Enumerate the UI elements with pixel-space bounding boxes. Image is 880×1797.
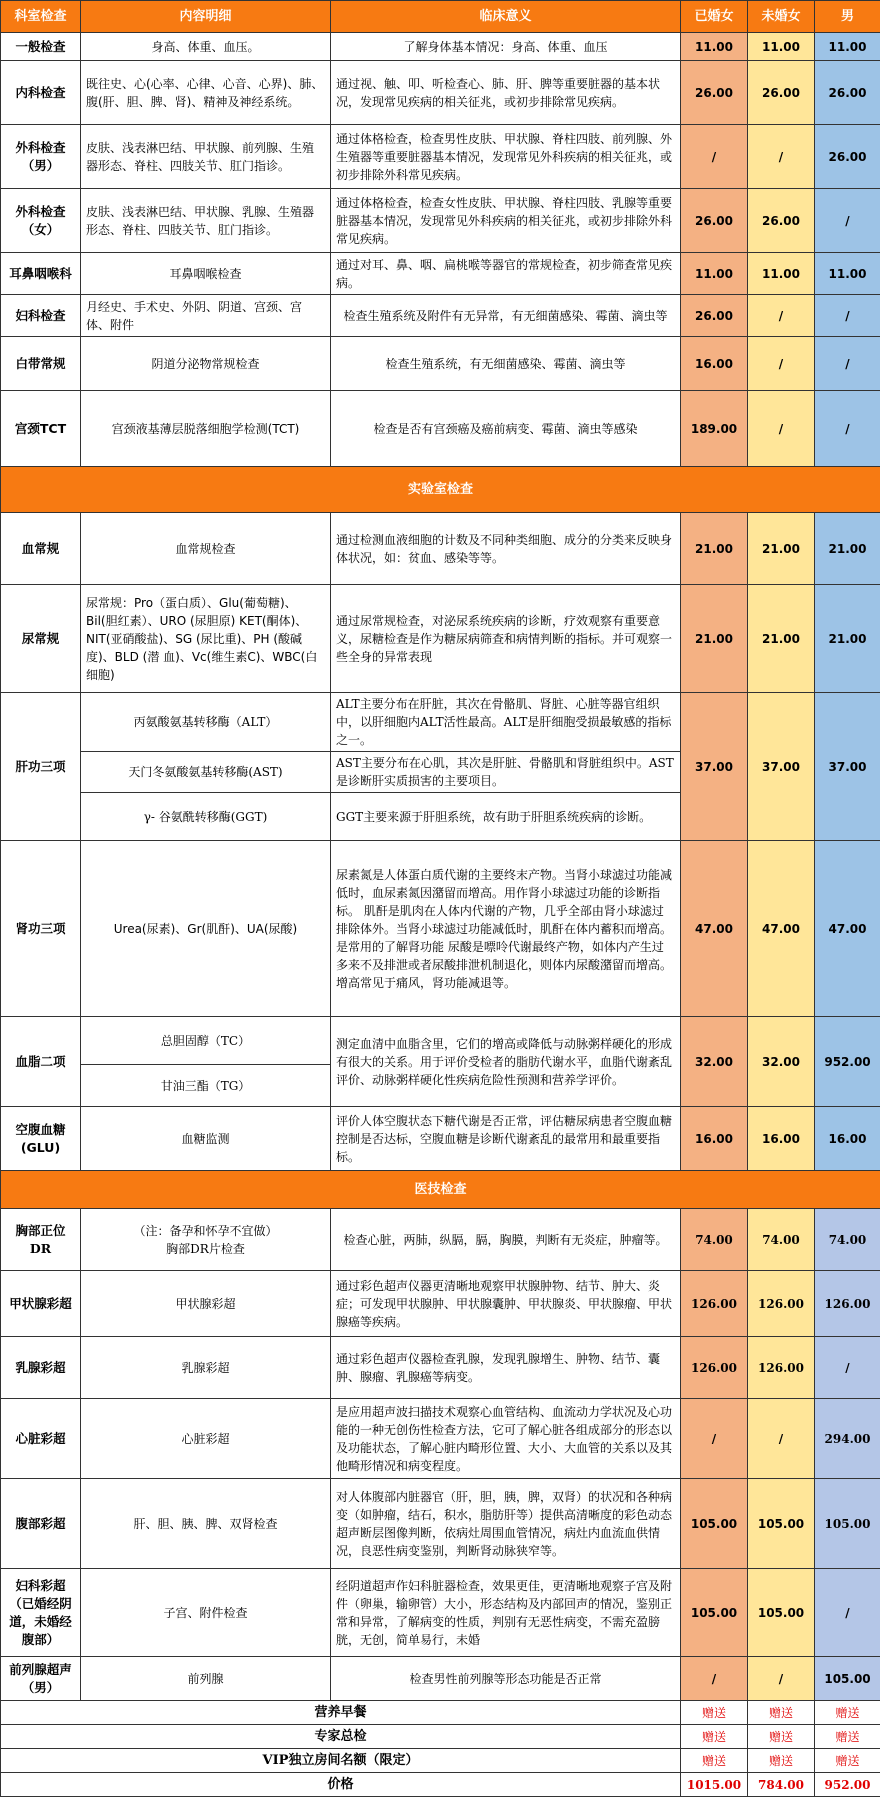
price-male: 294.00 [815,1399,880,1479]
table-row [1,1017,880,1065]
table-row [1,253,880,295]
gift-married: 赠送 [681,1725,748,1749]
content-cell: 丙氨酸氨基转移酶（ALT） [81,693,331,752]
content-cell: 月经史、手术史、外阴、阴道、宫颈、宫体、附件 [81,295,331,337]
price-unmarried: 105.00 [748,1479,815,1569]
content-cell: 皮肤、浅表淋巴结、甲状腺、前列腺、生殖器形态、脊柱、四肢关节、肛门指诊。 [81,125,331,189]
header-content: 内容明细 [81,1,331,33]
meaning-cell: 检查生殖系统，有无细菌感染、霉菌、滴虫等 [331,337,681,391]
price-married: / [681,1399,748,1479]
price-unmarried: / [748,391,815,467]
price-married: 16.00 [681,1107,748,1171]
price-unmarried: 74.00 [748,1209,815,1271]
table-row [1,61,880,125]
price-married: 26.00 [681,295,748,337]
price-unmarried: 21.00 [748,513,815,585]
gift-unmarried: 赠送 [748,1725,815,1749]
price-unmarried: / [748,125,815,189]
meaning-cell: 通过对耳、鼻、咽、扁桃喉等器官的常规检查，初步筛查常见疾病。 [331,253,681,295]
table-row [1,189,880,253]
section-title-lab: 实验室检查 [1,467,880,513]
extra-label: VIP独立房间名额（限定） [1,1749,681,1773]
meaning-cell: 检查男性前列腺等形态功能是否正常 [331,1657,681,1701]
price-unmarried: 47.00 [748,841,815,1017]
price-male: / [815,391,880,467]
content-cell: 身高、体重、血压。 [81,33,331,61]
content-cell: 阴道分泌物常规检查 [81,337,331,391]
dept-cell: 尿常规 [1,585,81,693]
price-married: 126.00 [681,1337,748,1399]
dept-cell: 妇科彩超（已婚经阴道，未婚经腹部） [1,1569,81,1657]
price-married: 47.00 [681,841,748,1017]
table-row [1,1209,880,1271]
price-married: 26.00 [681,61,748,125]
table-row [1,1337,880,1399]
content-cell: 尿常规：Pro（蛋白质）、Glu(葡萄糖)、Bil(胆红素）、URO (尿胆原) KET(酮体)、NIT(亚硝酸盐)、SG (尿比重)、PH (酸碱度)、BLD (潜 血)、Vc(维生素C)、WBC(白细胞) [81,585,331,693]
price-unmarried: / [748,295,815,337]
table-row [1,841,880,1017]
gift-married: 赠送 [681,1701,748,1725]
price-unmarried: 26.00 [748,61,815,125]
price-unmarried: / [748,337,815,391]
price-unmarried: 105.00 [748,1569,815,1657]
table-row [1,1657,880,1701]
table-row [1,125,880,189]
header-meaning: 临床意义 [331,1,681,33]
table-row [1,1271,880,1337]
header-dept: 科室检查 [1,1,81,33]
content-note: （注：备孕和怀孕不宜做） [86,1222,325,1240]
dept-cell: 外科检查（男） [1,125,81,189]
price-married: 105.00 [681,1569,748,1657]
meaning-cell: 检查生殖系统及附件有无异常，有无细菌感染、霉菌、滴虫等 [331,295,681,337]
meaning-cell: 检查是否有宫颈癌及癌前病变、霉菌、滴虫等感染 [331,391,681,467]
meaning-cell: 检查心脏，两肺，纵膈，膈，胸膜，判断有无炎症，肿瘤等。 [331,1209,681,1271]
price-married: 105.00 [681,1479,748,1569]
meaning-cell: 是应用超声波扫描技术观察心血管结构、血流动力学状况及心功能的一种无创伤性检查方法，它可了解心脏各组成部分的形态以及功能状态，了解心脏内畸形位置、大小、大血管的关系以及其他畸形情况和病变程度。 [331,1399,681,1479]
price-male: 21.00 [815,585,880,693]
price-married: 32.00 [681,1017,748,1107]
content-text: 胸部DR片检查 [86,1240,325,1258]
price-unmarried: 126.00 [748,1271,815,1337]
dept-cell: 宫颈TCT [1,391,81,467]
price-unmarried: 37.00 [748,693,815,841]
gift-married: 赠送 [681,1749,748,1773]
content-cell: 血糖监测 [81,1107,331,1171]
price-married: 37.00 [681,693,748,841]
dept-cell: 血常规 [1,513,81,585]
content-cell: 肝、胆、胰、脾、双肾检查 [81,1479,331,1569]
total-label: 价格 [1,1773,681,1797]
dept-cell: 胸部正位DR [1,1209,81,1271]
dept-cell: 心脏彩超 [1,1399,81,1479]
content-cell: 既往史、心(心率、心律、心音、心界)、肺、腹(肝、胆、脾、肾)、精神及神经系统。 [81,61,331,125]
content-cell: 皮肤、浅表淋巴结、甲状腺、乳腺、生殖器形态、脊柱、四肢关节、肛门指诊。 [81,189,331,253]
content-cell: Urea(尿素)、Gr(肌酐)、UA(尿酸) [81,841,331,1017]
content-cell: 前列腺 [81,1657,331,1701]
table-row [1,33,880,61]
price-unmarried: 32.00 [748,1017,815,1107]
dept-cell: 血脂二项 [1,1017,81,1107]
table-row [1,693,880,752]
table-row [1,513,880,585]
meaning-cell: 了解身体基本情况：身高、体重、血压 [331,33,681,61]
dept-cell: 空腹血糖(GLU) [1,1107,81,1171]
section-row-lab [1,467,880,513]
extra-row [1,1701,880,1725]
price-male: 11.00 [815,253,880,295]
dept-cell: 妇科检查 [1,295,81,337]
meaning-cell: 对人体腹部内脏器官（肝，胆，胰，脾，双肾）的状况和各种病变（如肿瘤，结石，积水，脂肪肝等）提供高清晰度的彩色动态超声断层图像判断，依病灶周围血管情况，病灶内血流血供情况，良恶性病变鉴别，判断肾动脉狭窄等。 [331,1479,681,1569]
price-male: 105.00 [815,1657,880,1701]
gift-male: 赠送 [815,1725,880,1749]
dept-cell: 一般检查 [1,33,81,61]
table-row [1,585,880,693]
content-cell: 子宫、附件检查 [81,1569,331,1657]
meaning-cell: AST主要分布在心肌，其次是肝脏、骨骼肌和肾脏组织中。AST是诊断肝实质损害的主要项目。 [331,752,681,793]
dept-cell: 乳腺彩超 [1,1337,81,1399]
dept-cell: 外科检查（女） [1,189,81,253]
price-male: 16.00 [815,1107,880,1171]
table-row [1,391,880,467]
content-cell: 血常规检查 [81,513,331,585]
gift-male: 赠送 [815,1701,880,1725]
price-married: 74.00 [681,1209,748,1271]
content-cell: γ- 谷氨酰转移酶(GGT) [81,793,331,841]
section-title-med: 医技检查 [1,1171,880,1209]
table-row [1,1569,880,1657]
price-male: 105.00 [815,1479,880,1569]
price-unmarried: 21.00 [748,585,815,693]
gift-unmarried: 赠送 [748,1749,815,1773]
meaning-cell: 通过彩色超声仪器检查乳腺，发现乳腺增生、肿物、结节、囊肿、腺瘤、乳腺癌等病变。 [331,1337,681,1399]
header-unmarried: 未婚女 [748,1,815,33]
table-row [1,337,880,391]
content-cell: 天门冬氨酸氨基转移酶(AST) [81,752,331,793]
meaning-cell: 通过体格检查，检查女性皮肤、甲状腺、脊柱四肢、乳腺等重要脏器基本情况，发现常见外科疾病的相关征兆，或初步排除外科常见疾病。 [331,189,681,253]
price-married: 16.00 [681,337,748,391]
extra-label: 营养早餐 [1,1701,681,1725]
price-unmarried: 16.00 [748,1107,815,1171]
price-married: 26.00 [681,189,748,253]
price-unmarried: 11.00 [748,253,815,295]
meaning-cell: ALT主要分布在肝脏，其次在骨骼肌、肾脏、心脏等器官组织中，以肝细胞内ALT活性最高。ALT是肝细胞受损最敏感的指标之一。 [331,693,681,752]
price-male: 26.00 [815,125,880,189]
gift-unmarried: 赠送 [748,1701,815,1725]
price-unmarried: 26.00 [748,189,815,253]
table-row [1,295,880,337]
total-male: 952.00 [815,1773,880,1797]
extra-row [1,1725,880,1749]
meaning-cell: 通过尿常规检查，对泌尿系统疾病的诊断，疗效观察有重要意义，尿糖检查是作为糖尿病筛查和病情判断的指标。并可观察一些全身的异常表现 [331,585,681,693]
total-married: 1015.00 [681,1773,748,1797]
section-row-med [1,1171,880,1209]
extra-label: 专家总检 [1,1725,681,1749]
price-married: 189.00 [681,391,748,467]
total-unmarried: 784.00 [748,1773,815,1797]
price-male: / [815,1337,880,1399]
dept-cell: 耳鼻咽喉科 [1,253,81,295]
price-male: 21.00 [815,513,880,585]
meaning-cell: 尿素氮是人体蛋白质代谢的主要终末产物。当肾小球滤过功能减低时，血尿素氮因潴留而增高。用作肾小球滤过功能的诊断指标。 肌酐是肌肉在人体内代谢的产物，几乎全部由肾小球滤过排除体外。当肾小球滤过功能减低时，肌酐在体内蓄积而增高。是常用的了解肾功能 尿酸是嘌呤代谢最终产物，如体内产生过多来不及排泄或者尿酸排泄机制退化，则体内尿酸潴留而增高。增高常见于痛风，肾功能减退等。 [331,841,681,1017]
price-married: 21.00 [681,513,748,585]
price-male: 47.00 [815,841,880,1017]
header-male: 男 [815,1,880,33]
price-married: 21.00 [681,585,748,693]
meaning-cell: 通过检测血液细胞的计数及不同种类细胞、成分的分类来反映身体状况，如：贫血、感染等等。 [331,513,681,585]
table-row [1,1399,880,1479]
dept-cell: 肾功三项 [1,841,81,1017]
price-unmarried: 126.00 [748,1337,815,1399]
content-cell: 甲状腺彩超 [81,1271,331,1337]
price-unmarried: 11.00 [748,33,815,61]
meaning-cell: GGT主要来源于肝胆系统，故有助于肝胆系统疾病的诊断。 [331,793,681,841]
price-married: / [681,125,748,189]
content-cell [81,1209,331,1271]
content-cell: 心脏彩超 [81,1399,331,1479]
price-male: 74.00 [815,1209,880,1271]
meaning-cell: 测定血清中血脂含里，它们的增高或降低与动脉粥样硬化的形成有很大的关系。用于评价受检者的脂肪代谢水平，血脂代谢紊乱评价、动脉粥样硬化性疾病危险性预测和营养学评价。 [331,1017,681,1107]
dept-cell: 甲状腺彩超 [1,1271,81,1337]
dept-cell: 肝功三项 [1,693,81,841]
extra-row [1,1749,880,1773]
table-row [1,1107,880,1171]
content-cell: 总胆固醇（TC） [81,1017,331,1065]
price-unmarried: / [748,1399,815,1479]
price-male: 11.00 [815,33,880,61]
header-married: 已婚女 [681,1,748,33]
price-married: 126.00 [681,1271,748,1337]
content-cell: 乳腺彩超 [81,1337,331,1399]
content-cell: 甘油三酯（TG） [81,1065,331,1107]
price-male: / [815,1569,880,1657]
total-row [1,1773,880,1797]
meaning-cell: 通过视、触、叩、听检查心、肺、肝、脾等重要脏器的基本状况，发现常见疾病的相关征兆，或初步排除常见疾病。 [331,61,681,125]
content-cell: 耳鼻咽喉检查 [81,253,331,295]
price-male: / [815,295,880,337]
price-unmarried: / [748,1657,815,1701]
table-row [1,1479,880,1569]
price-male: 126.00 [815,1271,880,1337]
price-male: / [815,189,880,253]
table-header-row [1,1,880,33]
price-male: 26.00 [815,61,880,125]
gift-male: 赠送 [815,1749,880,1773]
meaning-cell: 通过体格检查，检查男性皮肤、甲状腺、脊柱四肢、前列腺、外生殖器等重要脏器基本情况，发现常见外科疾病的相关征兆，或初步排除外科常见疾病。 [331,125,681,189]
meaning-cell: 经阴道超声作妇科脏器检查，效果更佳，更清晰地观察子宫及附件（卵巢，输卵管）大小，形态结构及内部回声的情况，鉴别正常和异常，了解病变的性质，判别有无恶性病变，不需充盈膀胱，无创，简单易行，未婚 [331,1569,681,1657]
content-cell: 宫颈液基薄层脱落细胞学检测(TCT) [81,391,331,467]
meaning-cell: 通过彩色超声仪器更清晰地观察甲状腺肿物、结节、肿大、炎症；可发现甲状腺肿、甲状腺囊肿、甲状腺炎、甲状腺瘤、甲状腺癌等疾病。 [331,1271,681,1337]
price-male: 952.00 [815,1017,880,1107]
price-married: 11.00 [681,253,748,295]
price-married: 11.00 [681,33,748,61]
dept-cell: 前列腺超声（男） [1,1657,81,1701]
price-married: / [681,1657,748,1701]
dept-cell: 白带常规 [1,337,81,391]
dept-cell: 内科检查 [1,61,81,125]
meaning-cell: 评价人体空腹状态下糖代谢是否正常，评估糖尿病患者空腹血糖控制是否达标，空腹血糖是诊断代谢紊乱的最常用和最重要指标。 [331,1107,681,1171]
price-male: / [815,337,880,391]
price-male: 37.00 [815,693,880,841]
dept-cell: 腹部彩超 [1,1479,81,1569]
